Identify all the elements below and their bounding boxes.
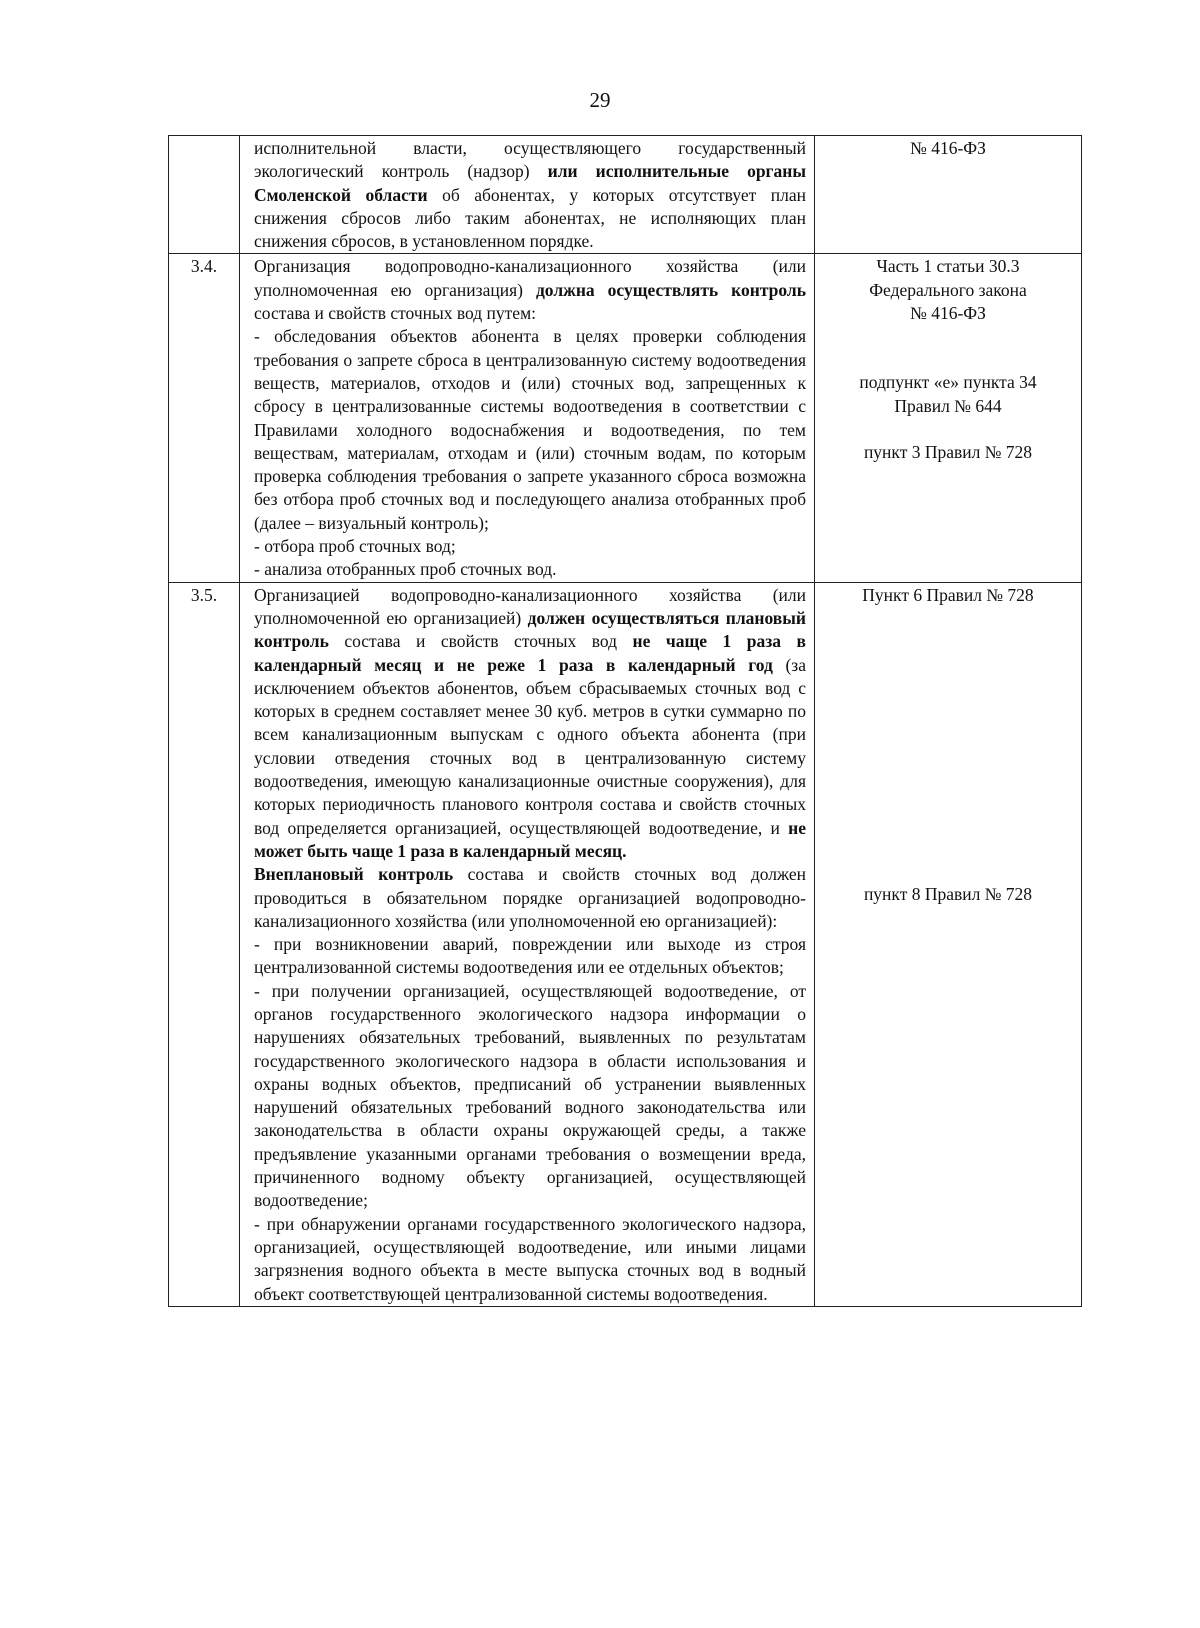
text-segment: Организация водопроводно-канализационного хозяйства (или уполномоченная ею организация)	[254, 256, 806, 300]
emphasized-text: не может быть чаще 1 раза в календарный месяц.	[254, 817, 806, 861]
requirement-paragraph	[254, 1213, 806, 1306]
text-segment: состава и свойств сточных вод должен проводиться в обязательном порядке организацией водопроводно-канализационного хозяйства (или уполномоченной ею организацией):	[254, 864, 806, 931]
requirement-paragraph	[254, 137, 806, 253]
reference-spacer	[819, 653, 1077, 676]
legal-reference-line: № 416-ФЗ	[910, 138, 986, 158]
text-segment: - отбора проб сточных вод;	[254, 536, 456, 557]
reference-spacer	[819, 348, 1077, 371]
legal-reference-cell	[815, 136, 1082, 254]
table-row	[169, 582, 1082, 1306]
requirements-table	[168, 135, 1082, 1307]
legal-reference-line: пункт 3 Правил № 728	[863, 441, 1033, 462]
emphasized-text: или исполнительные органы Смоленской области	[254, 161, 806, 205]
text-segment: исполнительной власти, осуществляющего государственный экологический контроль (надзор)	[254, 138, 806, 182]
row-number-cell: 3.4.	[169, 254, 240, 582]
legal-reference-line: Пункт 6 Правил № 728	[862, 584, 1034, 605]
legal-reference-line: пункт 8 Правил № 728	[863, 883, 1033, 904]
requirement-text-cell	[240, 136, 815, 254]
reference-spacer	[819, 860, 1077, 883]
requirement-paragraph	[254, 933, 806, 980]
legal-reference-cell	[815, 254, 1082, 582]
reference-spacer	[819, 837, 1077, 860]
legal-reference-line: Часть 1 статьи 30.3	[876, 256, 1020, 277]
reference-spacer	[819, 722, 1077, 745]
legal-reference-line: № 416-ФЗ	[910, 303, 986, 324]
text-segment: состава и свойств сточных вод путем:	[254, 303, 537, 324]
text-segment: состава и свойств сточных вод	[328, 631, 633, 652]
table-row	[169, 254, 1082, 582]
requirement-paragraph	[254, 535, 806, 558]
requirement-paragraph	[254, 558, 806, 581]
text-segment: - при получении организацией, осуществляющей водоотведение, от органов государственного экологического надзора информации о нарушениях обязательных требований, выявленных по результатам государственного экологического надзора в области использования и охраны водных объектов, предписаний об устранении выявленных нарушений обязательных требований водного законодательства или законодательства в области охраны окружающей среды, а также предъявление указанными органами требования о возмещении вреда, причиненного водному объекту организацией, осуществляющей водоотведение;	[254, 980, 806, 1211]
reference-spacer	[819, 791, 1077, 814]
emphasized-text: Внеплановый контроль	[254, 864, 454, 885]
requirement-paragraph	[254, 255, 806, 325]
requirement-paragraph	[254, 325, 806, 535]
legal-reference-line: Правил № 644	[894, 395, 1002, 416]
emphasized-text: должен осуществляться плановый контроль	[254, 607, 807, 652]
reference-spacer	[819, 768, 1077, 791]
reference-spacer	[819, 699, 1077, 722]
requirement-paragraph	[254, 584, 806, 864]
requirement-text-cell	[240, 254, 815, 582]
text-segment: - обследования объектов абонента в целях проверки соблюдения требования о запрете сброса в централизованную систему водоотведения веществ, материалов, отходов и (или) сточных вод, запрещенных к сбросу в централизованные системы водоотведения в соответствии с Правилами холодного водоснабжения и водоотведения, по тем веществам, материалам, отходам и (или) сточным водам, по которым проверка соблюдения требования о запрете указанного сброса возможна без отбора проб сточных вод и последующего анализа отобранных проб (далее – визуальный контроль);	[254, 326, 806, 533]
reference-spacer	[819, 676, 1077, 699]
requirement-paragraph	[254, 980, 806, 1213]
text-segment: (за исключением объектов абонентов, объем сбрасываемых сточных вод с которых в среднем составляет менее 30 куб. метров в сутки суммарно по всем канализационным выпускам с одного объекта абонента (при условии отведения сточных вод в централизованную систему водоотведения, имеющую канализационные очистные сооружения), для которых периодичность планового контроля состава и свойств сточных вод определяется организацией, осуществляющей водоотведение, и	[254, 654, 806, 838]
reference-spacer	[819, 418, 1077, 441]
table-row	[169, 136, 1082, 254]
reference-spacer	[819, 325, 1077, 348]
reference-spacer	[819, 607, 1077, 630]
legal-reference-line: Федерального закона	[869, 279, 1027, 300]
reference-spacer	[819, 745, 1077, 768]
text-segment: - анализа отобранных проб сточных вод.	[254, 559, 557, 580]
row-number-cell: 3.5.	[169, 582, 240, 1306]
reference-spacer	[819, 814, 1077, 837]
legal-reference-cell	[815, 582, 1082, 1306]
text-segment: - при обнаружении органами государственного экологического надзора, организацией, осуществляющей водоотведение, или иными лицами загрязнения водного объекта в месте выпуска сточных вод в водный объект соответствующей централизованной системы водоотведения.	[254, 1213, 806, 1304]
text-segment: об абонентах, у которых отсутствует план снижения сбросов либо таким абонентах, не исполняющих план снижения сбросов, в установленном порядке.	[254, 184, 806, 252]
reference-spacer	[819, 630, 1077, 653]
requirement-paragraph	[254, 863, 806, 933]
emphasized-text: не чаще 1 раза в календарный месяц и не реже 1 раза в календарный год	[254, 631, 806, 675]
legal-reference-line: подпункт «е» пункта 34	[859, 372, 1037, 393]
page-number: 29	[589, 88, 611, 112]
text-segment: - при возникновении аварий, повреждении или выходе из строя централизованной системы водоотведения или ее отдельных объектов;	[254, 934, 806, 978]
emphasized-text: должна осуществлять контроль	[535, 279, 806, 300]
row-number-cell	[169, 136, 240, 254]
text-segment: Организацией водопроводно-канализационного хозяйства (или уполномоченной ею организацией)	[254, 584, 806, 628]
requirement-text-cell	[240, 582, 815, 1306]
